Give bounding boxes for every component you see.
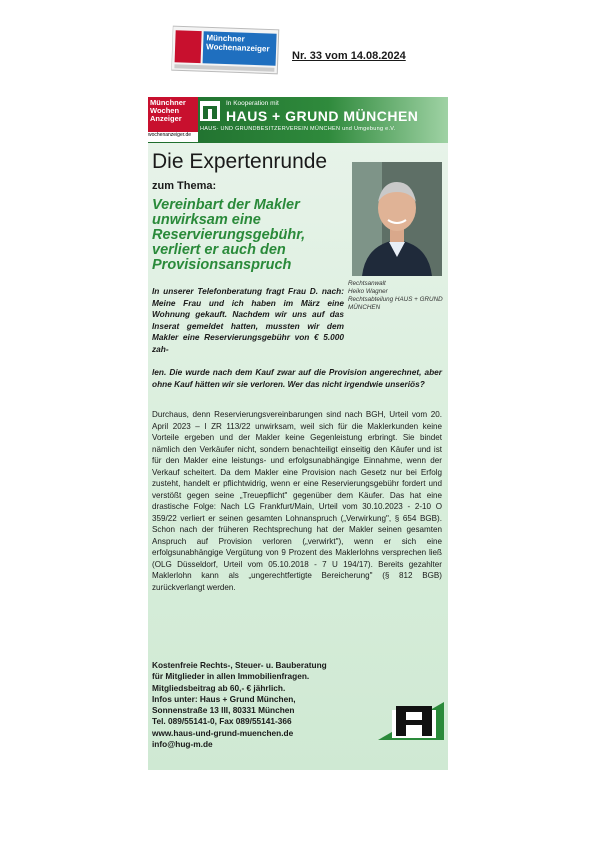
caption-line3: Rechtsabteilung HAUS + GRUND MÜNCHEN [348,296,443,311]
footer-line2: für Mitglieder in allen Immobilienfragen. [152,671,310,682]
expert-photo [352,162,442,276]
newspaper-logo [171,24,281,78]
footer-line6: Tel. 089/55141-0, Fax 089/55141-366 [152,716,292,727]
newspaper-name-line2: Wochenanzeiger [205,42,270,54]
footer-line4: Infos unter: Haus + Grund München, [152,693,296,704]
footer-line1: Kostenfreie Rechts-, Steuer- u. Bauberatung [152,660,327,670]
footer-line3: Mitgliedsbeitrag ab 60,- € jährlich. [152,682,286,693]
reader-question: In unserer Telefonberatung fragt Frau D. nach: Meine Frau und ich haben im März eine Wohnung gekauft. Nachdem wir uns auf das Inserat gemeldet hatten, mussten wir dem Makler eine Reservierungsgebühr von € 5.000 zah- [152,286,344,354]
haus-grund-footer-logo-icon [378,688,444,740]
article-topic: zum Thema: [152,180,217,192]
mwa-subtitle: wochenanzeiger.de [148,132,198,142]
footer-website-link[interactable]: www.haus-und-grund-muenchen.de [152,727,294,738]
org-name: HAUS + GRUND MÜNCHEN [226,108,419,124]
footer-email-link[interactable]: info@hug-m.de [152,739,213,750]
footer-info [152,660,382,750]
org-subtitle: HAUS- UND GRUNDBESITZERVEREIN MÜNCHEN und Umgebung e.V. [200,126,396,132]
caption-line1: Rechtsanwalt [348,280,386,287]
issue-number: Nr. 33 vom 14.08.2024 [292,50,406,62]
cooperation-text: In Kooperation mit [226,100,279,107]
haus-grund-logo-icon [200,101,220,121]
reader-question-continued: len. Die wurde nach dem Kauf zwar auf die Provision angerechnet, aber ohne Kauf hätten wir sie verloren. Wer das nicht irgendwie unseriös? [152,367,442,389]
article-title: Die Expertenrunde [152,150,328,173]
caption-line2: Heiko Wagner [348,288,388,295]
footer-line5: Sonnenstraße 13 III, 80331 München [152,705,295,716]
expert-answer: Durchaus, denn Reservierungsvereinbarungen sind nach BGH, Urteil vom 20. April 2023 – I ZR 113/22 unwirksam, weil sich für die Maklerkunden keine Vorteile ergeben und der Makler keine Gegenleistung erbringt. Sie bindet nämlich den Verkäufer nicht, sondern benachteiligt einseitig den Käufer und ist für den Makler eine leistungs- und erfolgsunabhängige Einnahme, wenn der Verkauf scheitert. Da dem Makler eine Provision nach Gesetz nur bei Erfolg zusteht, handelt er pflichtwidrig, wenn er eine Reservierungsgebühr fordert und verstößt gegen seine „Treuepflicht" gegenüber dem Käufer. Das hat eine drastische Folge: Nach LG Frankfurt/Main, Urteil vom 30.10.2023 - 2-10 O 359/22 verliert er seinen gesamten Lohnanspruch („Verwirkung", § 654 BGB). Schon nach der früheren Rechtsprechung hat der Makler seinen gesamten Anspruch auf Provision verloren („verwirkt"), wenn er sich eine erfolgsunabhängige Vergütung von 9 Prozent des Maklerlohns versprechen ließ (OLG Düsseldorf, Urteil vom 05.10.2018 - 7 U 194/17). Bereits gezahlter Maklerlohn kann als „ungerechtfertigte Bereicherung" (§ 812 BGB) zurückverlangt werden. [152,410,442,592]
mwa-logo: Münchner Wochen Anzeiger [148,97,198,133]
photo-caption [348,280,444,312]
newspaper-name-line1: Münchner [206,33,245,44]
article-headline: Vereinbart der Makler unwirksam eine Reservierungsgebühr, verliert er auch den Provisionsanspruch [152,197,306,273]
